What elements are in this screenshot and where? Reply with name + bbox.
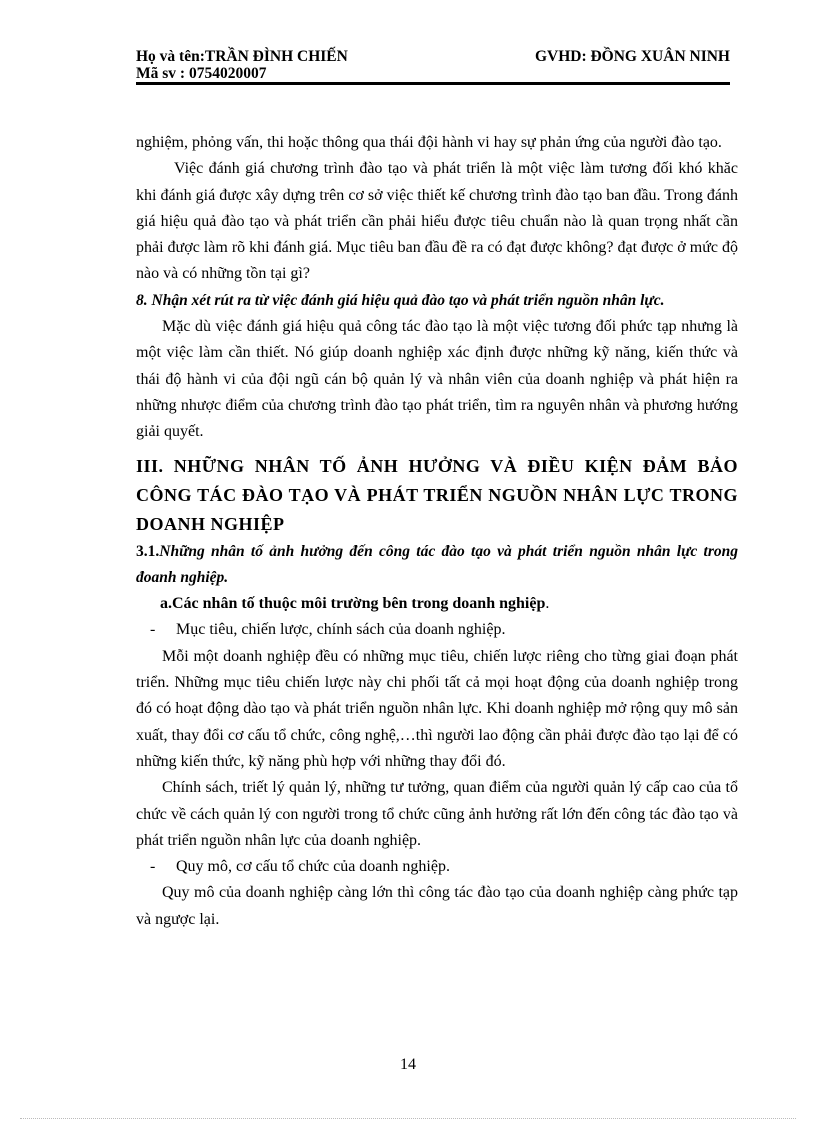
- advisor-name: GVHD: ĐỒNG XUÂN NINH: [534, 48, 730, 65]
- header-row: [136, 48, 730, 66]
- header-rule: [136, 82, 730, 85]
- paragraph-goals: Mỗi một doanh nghiệp đều có những mục tiêu, chiến lược riêng cho từng giai đoạn phát triển. Những mục tiêu chiến lược này chi phối tất cả mọi hoạt động của doanh nghiệp trong đó có hoạt động dào tạo và phát triển nguồn nhân lực. Khi doanh nghiệp mở rộng quy mô sản xuất, thay đổi cơ cấu tổ chức, công nghệ,…thì người lao động cần phải được đào tạo lại để có những kiến thức, kỹ năng phù hợp với những thay đổi đó.: [136, 647, 738, 770]
- student-name: Họ và tên:TRẦN ĐÌNH CHIẾN: [136, 48, 348, 65]
- page-header: [136, 48, 730, 82]
- page-number: 14: [400, 1056, 416, 1073]
- heading-section-8: 8. Nhận xét rút ra từ việc đánh giá hiệu quả đào tạo và phát triển nguồn nhân lực.: [136, 291, 665, 309]
- paragraph-scale: Quy mô của doanh nghiệp càng lớn thì công tác đào tạo của doanh nghiệp càng phức tạp và ngược lại.: [136, 884, 738, 928]
- bullet-scale: - Quy mô, cơ cấu tổ chức của doanh nghiệp.: [150, 858, 450, 876]
- paragraph-assessment: Mặc dù việc đánh giá hiệu quả công tác đào tạo là một việc tương đối phức tạp nhưng là một việc làm cần thiết. Nó giúp doanh nghiệp xác định được những kỹ năng, kiến thức và thái độ hành vi của đội ngũ cán bộ quản lý và nhân viên của doanh nghiệp và phát hiện ra những nhược điểm của chương trình đào tạo phát triển, tìm ra nguyên nhân và phương hướng giải quyết.: [136, 318, 738, 441]
- heading-section-3-1: [136, 539, 738, 592]
- heading-section-III: III. NHỮNG NHÂN TỐ ẢNH HƯỞNG VÀ ĐIỀU KIỆN ĐẢM BẢO CÔNG TÁC ĐÀO TẠO VÀ PHÁT TRIỂN NGUỒN NHÂN LỰC TRONG DOANH NGHIỆP: [136, 455, 738, 534]
- bullet-scale-text: Quy mô, cơ cấu tổ chức của doanh nghiệp.: [176, 858, 450, 876]
- heading-3-1-text: Những nhân tố ảnh hưởng đến công tác đào tạo và phát triển nguồn nhân lực trong đoanh nghiệp.: [136, 542, 738, 586]
- heading-3-1-number: 3.1.: [136, 542, 160, 560]
- paragraph-policy: Chính sách, triết lý quản lý, những tư tưởng, quan điểm của người quản lý cấp cao của tổ chức về cách quản lý con người trong tổ chức cũng ảnh hưởng rất lớn đến công tác đào tạo và phát triển nguồn nhân lực của doanh nghiệp.: [136, 779, 738, 849]
- paragraph-continuation: nghiệm, phỏng vấn, thi hoặc thông qua thái đội hành vi hay sự phản ứng của người đào tạo.: [136, 134, 722, 151]
- student-id: Mã sv : 0754020007: [136, 65, 267, 82]
- paragraph-evaluation: Việc đánh giá chương trình đào tạo và phát triển là một việc làm tương đối khó khăc khi đánh giá được xây dựng trên cơ sở việc thiết kế chương trình đào tạo ban đầu. Trong đánh giá hiệu quả đào tạo và phát triển cần phải hiểu được tiêu chuẩn nào là quan trọng nhất cần phải được làm rõ khi đánh giá. Mục tiêu ban đầu đề ra có đạt được không? đạt được ở mức độ nào và có những tồn tại gì?: [136, 160, 738, 283]
- subheading-a-text: a.Các nhân tố thuộc môi trường bên trong doanh nghiệp: [160, 595, 546, 613]
- subheading-a-dot: .: [545, 595, 550, 613]
- bullet-goals: - Mục tiêu, chiến lược, chính sách của doanh nghiệp.: [150, 621, 506, 639]
- subheading-internal-factors: [136, 591, 738, 617]
- bullet-goals-text: Mục tiêu, chiến lược, chính sách của doanh nghiệp.: [176, 621, 506, 639]
- page-bottom-border: [20, 1118, 796, 1119]
- page-body: [136, 130, 738, 933]
